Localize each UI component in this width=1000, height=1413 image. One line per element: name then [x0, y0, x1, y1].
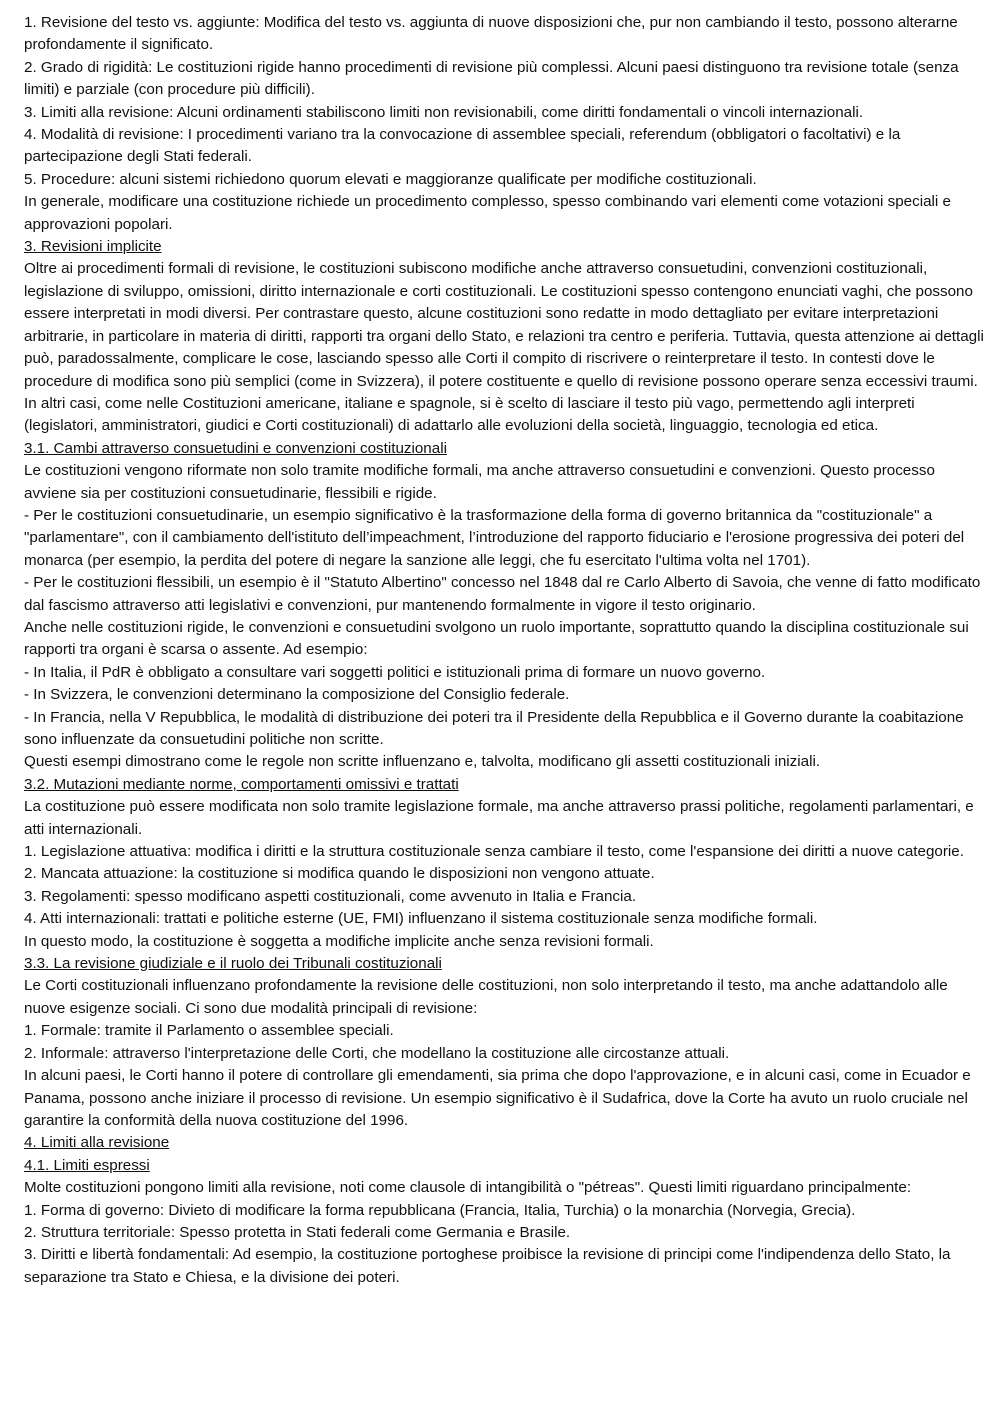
paragraph: 2. Struttura territoriale: Spesso protetta in Stati federali come Germania e Brasile.	[24, 1223, 571, 1241]
paragraph: - In Svizzera, le convenzioni determinano la composizione del Consiglio federale.	[24, 686, 570, 704]
paragraph: 3. Diritti e libertà fondamentali: Ad esempio, la costituzione portoghese proibisce la revisione di principi come l'indipendenza dello Stato, la separazione tra Stato e Chiesa, e la divisione dei poteri.	[24, 1246, 951, 1286]
section-heading: 4. Limiti alla revisione	[24, 1134, 170, 1152]
paragraph: Anche nelle costituzioni rigide, le convenzioni e consuetudini svolgono un ruolo importante, soprattutto quando la disciplina costituzionale sui rapporti tra organi è scarsa o assente. Ad esempio:	[24, 618, 969, 659]
paragraph: Oltre ai procedimenti formali di revisione, le costituzioni subiscono modifiche anche attraverso consuetudini, convenzioni costituzionali, legislazione di sviluppo, omissioni, diritto internazionale e corti costituzionali. Le costituzioni spesso contengono enunciati vaghi, che possono essere interpretati in modi diversi. Per contrastare questo, alcune costituzioni sono redatte in modo dettagliato per evitare interpretazioni arbitrarie, in particolare in materia di diritti, rapporti tra organi dello Stato, e relazioni tra centro e periferia. Tuttavia, questa attenzione ai dettagli può, paradossalmente, complicare le cose, lasciando spesso alle Corti il compito di riscrivere o reinterpretare il testo. In contesti dove le procedure di modifica sono più semplici (come in Svizzera), il potere costituente e quello di revisione possono operare senza eccessivi traumi. In altri casi, come nelle Costituzioni americane, italiane e spagnole, si è scelto di lasciare il testo più vago, permettendo agli interpreti (legislatori, amministratori, giudici e Corti costituzionali) di adattarlo alle evoluzioni della società, linguaggio, tecnologia ed etica.	[24, 260, 984, 435]
paragraph: 4. Modalità di revisione: I procedimenti variano tra la convocazione di assemblee speciali, referendum (obbligatori o facoltativi) e la partecipazione degli Stati federali.	[24, 126, 901, 166]
paragraph: Le costituzioni vengono riformate non solo tramite modifiche formali, ma anche attraverso consuetudini e convenzioni. Questo processo avviene sia per costituzioni consuetudinarie, flessibili e rigide.	[24, 462, 935, 502]
paragraph: 1. Revisione del testo vs. aggiunte: Modifica del testo vs. aggiunta di nuove disposizioni che, pur non cambiando il testo, possono alterarne profondamente il significato.	[24, 14, 958, 54]
section-heading: 3.3. La revisione giudiziale e il ruolo dei Tribunali costituzionali	[24, 955, 442, 973]
paragraph: 5. Procedure: alcuni sistemi richiedono quorum elevati e maggioranze qualificate per modifiche costituzionali.	[24, 170, 757, 188]
paragraph: Questi esempi dimostrano come le regole non scritte influenzano e, talvolta, modificano gli assetti costituzionali iniziali.	[24, 753, 821, 771]
paragraph: - In Francia, nella V Repubblica, le modalità di distribuzione dei poteri tra il Presidente della Repubblica e il Governo durante la coabitazione sono influenzate da consuetudini politiche non scritte.	[24, 708, 964, 748]
paragraph: 2. Informale: attraverso l'interpretazione delle Corti, che modellano la costituzione alle circostanze attuali.	[24, 1044, 730, 1062]
section-heading: 3.2. Mutazioni mediante norme, comportamenti omissivi e trattati	[24, 775, 459, 793]
paragraph: Molte costituzioni pongono limiti alla revisione, noti come clausole di intangibilità o "pétreas". Questi limiti riguardano principalmente:	[24, 1179, 912, 1197]
paragraph: 2. Grado di rigidità: Le costituzioni rigide hanno procedimenti di revisione più complessi. Alcuni paesi distinguono tra revisione totale (senza limiti) e parziale (con procedure più difficili).	[24, 58, 959, 99]
paragraph: 3. Limiti alla revisione: Alcuni ordinamenti stabiliscono limiti non revisionabili, come diritti fondamentali o vincoli internazionali.	[24, 103, 864, 121]
paragraph: Le Corti costituzionali influenzano profondamente la revisione delle costituzioni, non solo interpretando il testo, ma anche adattandolo alle nuove esigenze sociali. Ci sono due modalità principali di revisione:	[24, 977, 948, 1017]
paragraph: 4. Atti internazionali: trattati e politiche esterne (UE, FMI) influenzano il sistema costituzionale senza modifiche formali.	[24, 910, 818, 928]
paragraph: La costituzione può essere modificata non solo tramite legislazione formale, ma anche attraverso prassi politiche, regolamenti parlamentari, e atti internazionali.	[24, 798, 974, 838]
section-heading: 3.1. Cambi attraverso consuetudini e convenzioni costituzionali	[24, 439, 447, 457]
paragraph: 1. Legislazione attuativa: modifica i diritti e la struttura costituzionale senza cambiare il testo, come l'espansione dei diritti a nuove categorie.	[24, 843, 964, 861]
paragraph: In questo modo, la costituzione è soggetta a modifiche implicite anche senza revisioni formali.	[24, 932, 654, 950]
paragraph: In generale, modificare una costituzione richiede un procedimento complesso, spesso combinando vari elementi come votazioni speciali e approvazioni popolari.	[24, 193, 951, 233]
section-heading: 4.1. Limiti espressi	[24, 1156, 150, 1174]
paragraph: 2. Mancata attuazione: la costituzione si modifica quando le disposizioni non vengono attuate.	[24, 865, 655, 883]
section-heading: 3. Revisioni implicite	[24, 238, 162, 256]
paragraph: - In Italia, il PdR è obbligato a consultare vari soggetti politici e istituzionali prima di formare un nuovo governo.	[24, 663, 766, 681]
paragraph: 3. Regolamenti: spesso modificano aspetti costituzionali, come avvenuto in Italia e Francia.	[24, 887, 637, 905]
paragraph: In alcuni paesi, le Corti hanno il potere di controllare gli emendamenti, sia prima che dopo l'approvazione, e in alcuni casi, come in Ecuador e Panama, possono anche iniziare il processo di revisione. Un esempio significativo è il Sudafrica, dove la Corte ha avuto un ruolo cruciale nel garantire la conformità della nuova costituzione del 1996.	[24, 1067, 971, 1129]
paragraph: 1. Formale: tramite il Parlamento o assemblee speciali.	[24, 1022, 394, 1040]
paragraph: 1. Forma di governo: Divieto di modificare la forma repubblicana (Francia, Italia, Turchia) o la monarchia (Norvegia, Grecia).	[24, 1201, 856, 1219]
paragraph: - Per le costituzioni consuetudinarie, un esempio significativo è la trasformazione della forma di governo britannica da "costituzionale" a "parlamentare", con il cambiamento dell'istituto dell’impeachment, l’introduzione del rapporto fiduciario e l'erosione progressiva dei poteri del monarca (per esempio, la perdita del potere di negare la sanzione alle leggi, che fu esercitato l'ultima volta nel 1701).	[24, 506, 965, 569]
paragraph: - Per le costituzioni flessibili, un esempio è il "Statuto Albertino" concesso nel 1848 dal re Carlo Alberto di Savoia, che venne di fatto modificato dal fascismo attraverso atti legislativi e convenzioni, pur mantenendo formalmente in vigore il testo originario.	[24, 574, 981, 614]
